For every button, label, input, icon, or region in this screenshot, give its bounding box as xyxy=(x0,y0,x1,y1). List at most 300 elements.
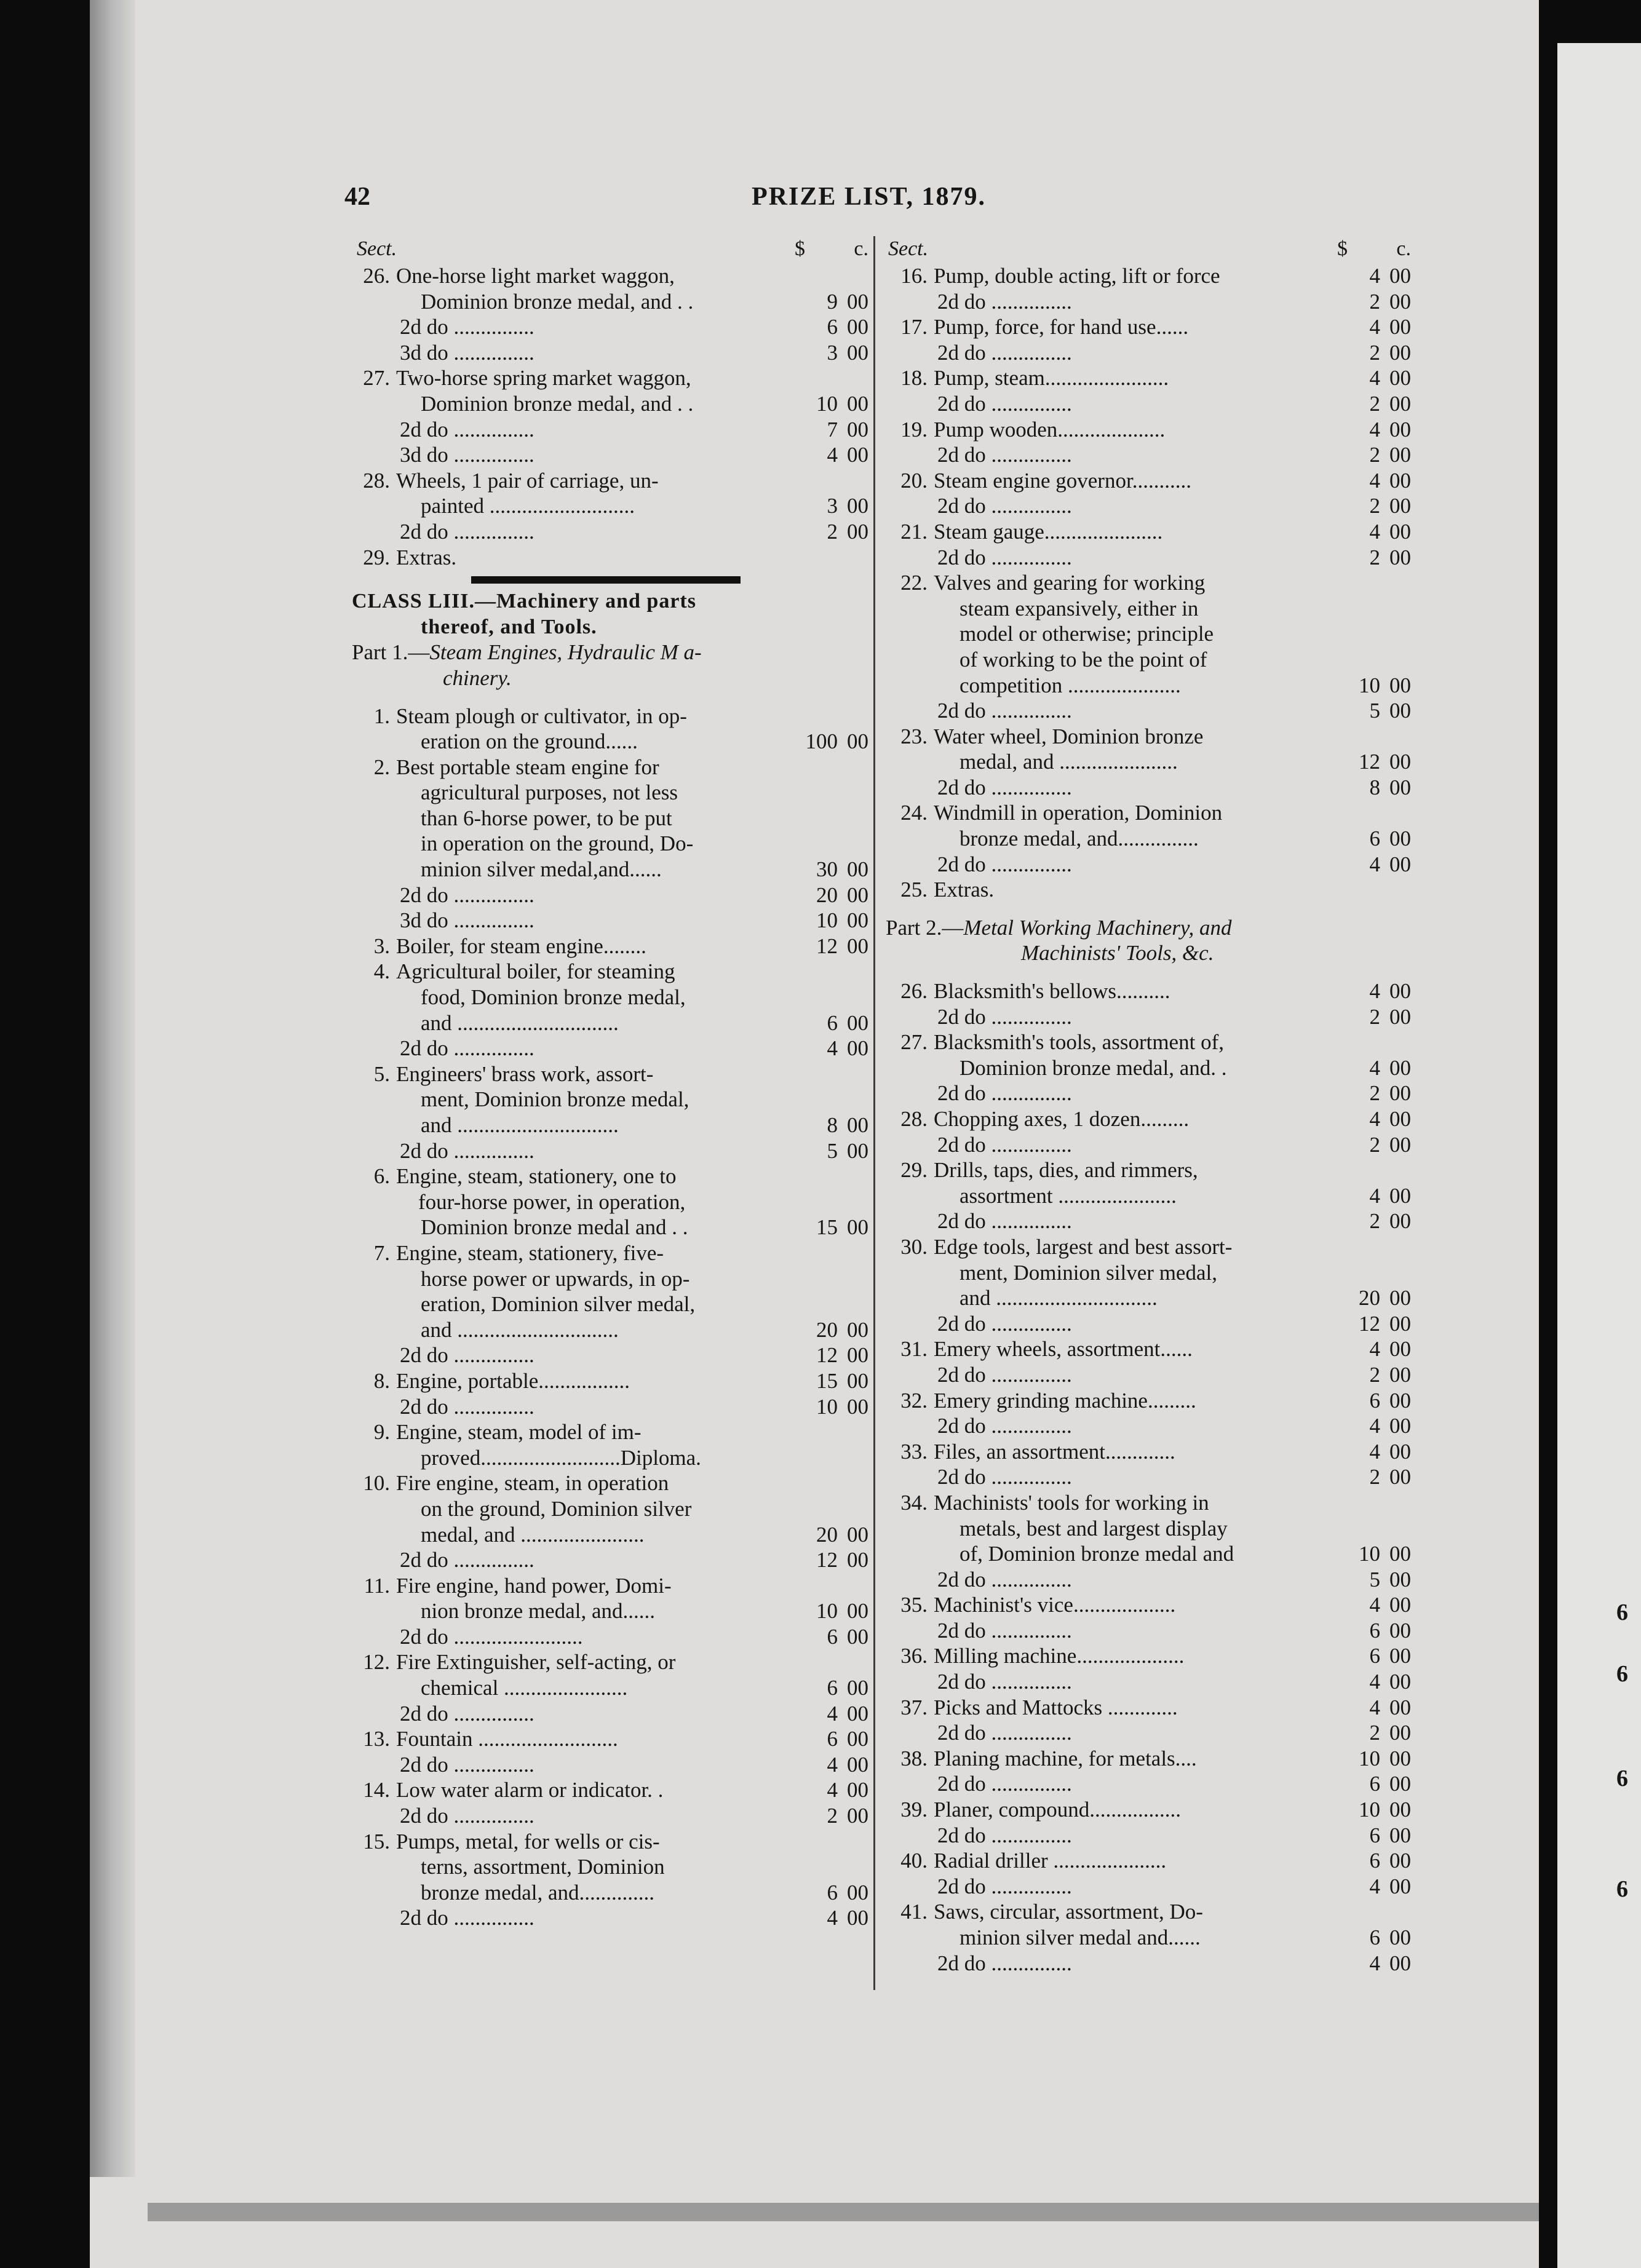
prize-description: 2d do ............... xyxy=(400,1906,534,1930)
prize-cents: 00 xyxy=(1389,1772,1411,1796)
prize-dollars: 10 xyxy=(816,391,838,416)
prize-line xyxy=(327,1240,868,1266)
prize-line xyxy=(881,673,1411,699)
prize-description: Emery grinding machine......... xyxy=(934,1388,1196,1413)
prize-cents: 00 xyxy=(847,391,868,416)
prize-description: Dominion bronze medal, and. . xyxy=(960,1055,1227,1080)
prize-description: 2d do ............... xyxy=(937,1567,1072,1592)
prize-description: Fire engine, steam, in operation xyxy=(396,1471,669,1496)
prize-cents: 00 xyxy=(1389,494,1411,518)
prize-amount xyxy=(792,442,868,468)
prize-description: in operation on the ground, Do- xyxy=(421,831,694,856)
prize-cents: 00 xyxy=(847,729,868,754)
prize-cents: 00 xyxy=(1389,1798,1411,1822)
prize-dollars: 5 xyxy=(1369,699,1380,723)
prize-description: Engineers' brass work, assort- xyxy=(396,1061,654,1086)
prize-description: Pump, steam....................... xyxy=(934,366,1169,391)
prize-description: and .............................. xyxy=(421,1113,619,1137)
prize-dollars: 4 xyxy=(827,1036,838,1061)
prize-dollars: 6 xyxy=(1369,1823,1380,1847)
prize-description: medal, and ....................... xyxy=(421,1522,645,1547)
prize-description: 2d do ............... xyxy=(400,882,534,907)
prize-amount xyxy=(792,882,868,908)
prize-description: proved..........................Diploma. xyxy=(421,1445,701,1470)
section-number: 29. xyxy=(900,1158,928,1183)
prize-dollars: 6 xyxy=(1369,1772,1380,1796)
prize-description: Saws, circular, assortment, Do- xyxy=(934,1900,1203,1924)
prize-description: Edge tools, largest and best assort- xyxy=(934,1234,1233,1259)
prize-dollars: 4 xyxy=(1369,315,1380,339)
part-heading xyxy=(881,940,1411,966)
prize-amount xyxy=(1335,1208,1411,1234)
spacer xyxy=(881,903,1411,915)
prize-amount xyxy=(1335,1106,1411,1132)
prize-cents: 00 xyxy=(1389,1439,1411,1464)
prize-dollars: 8 xyxy=(827,1113,838,1137)
section-number: 9. xyxy=(373,1420,390,1445)
prize-amount xyxy=(792,519,868,545)
prize-line xyxy=(881,877,1411,903)
prize-dollars: 4 xyxy=(1369,1055,1380,1080)
prize-description: Low water alarm or indicator. . xyxy=(396,1778,664,1802)
prize-amount xyxy=(1335,1567,1411,1593)
prize-description: and .............................. xyxy=(421,1010,619,1035)
prize-cents: 00 xyxy=(1389,1311,1411,1336)
section-number: 12. xyxy=(363,1650,390,1675)
prize-line xyxy=(881,1106,1411,1132)
prize-line xyxy=(881,570,1411,596)
prize-line xyxy=(327,1701,868,1727)
prize-dollars: 4 xyxy=(827,1906,838,1930)
margin-digit: 6 xyxy=(1616,1600,1628,1625)
section-number: 38. xyxy=(900,1746,928,1770)
prize-dollars: 10 xyxy=(1359,1746,1380,1770)
prize-line xyxy=(881,1490,1411,1516)
prize-dollars: 4 xyxy=(1369,366,1380,391)
prize-dollars: 6 xyxy=(1369,1849,1380,1873)
prize-amount xyxy=(1335,1643,1411,1669)
prize-amount xyxy=(792,493,868,519)
prize-description: Best portable steam engine for xyxy=(396,755,659,779)
section-number: 1. xyxy=(373,704,390,728)
prize-line xyxy=(881,1055,1411,1081)
prize-dollars: 2 xyxy=(1369,289,1380,314)
prize-line xyxy=(881,724,1411,750)
prize-line xyxy=(881,1311,1411,1337)
prize-description: on the ground, Dominion silver xyxy=(421,1496,692,1521)
prize-description: 2d do ............... xyxy=(937,852,1072,876)
prize-cents: 00 xyxy=(1389,1286,1411,1310)
prize-cents: 00 xyxy=(1389,1107,1411,1131)
prize-cents: 00 xyxy=(847,1676,868,1700)
prize-amount xyxy=(1335,698,1411,724)
prize-line xyxy=(881,519,1411,545)
prize-dollars: 10 xyxy=(1359,673,1380,697)
section-number: 16. xyxy=(900,264,928,288)
prize-description: Wheels, 1 pair of carriage, un- xyxy=(396,468,659,493)
prize-line xyxy=(881,978,1411,1004)
prize-dollars: 2 xyxy=(1369,1362,1380,1387)
prize-cents: 00 xyxy=(847,1138,868,1163)
prize-line xyxy=(327,780,868,806)
prize-dollars: 4 xyxy=(827,1778,838,1802)
section-number: 14. xyxy=(363,1778,390,1802)
prize-line xyxy=(881,775,1411,801)
prize-description: Steam plough or cultivator, in op- xyxy=(396,704,687,728)
prize-line xyxy=(327,1112,868,1138)
prize-cents: 00 xyxy=(847,1522,868,1547)
prize-description: metals, best and largest display xyxy=(960,1516,1228,1540)
prize-line xyxy=(327,1803,868,1829)
prize-line xyxy=(327,1624,868,1650)
prize-description: Agricultural boiler, for steaming xyxy=(396,959,675,984)
prize-description: 2d do ............... xyxy=(937,1618,1072,1643)
prize-line xyxy=(327,1905,868,1931)
prize-description: four-horse power, in operation, xyxy=(418,1189,686,1214)
prize-dollars: 12 xyxy=(816,1548,838,1572)
prize-dollars: 100 xyxy=(805,729,838,754)
prize-amount xyxy=(1335,1951,1411,1977)
prize-amount xyxy=(792,1701,868,1727)
prize-description: food, Dominion bronze medal, xyxy=(421,985,686,1010)
prize-amount xyxy=(792,1675,868,1701)
prize-line xyxy=(881,1234,1411,1260)
prize-amount xyxy=(1335,852,1411,878)
prize-amount xyxy=(1335,1797,1411,1823)
section-number: 34. xyxy=(900,1490,928,1515)
prize-line xyxy=(327,908,868,934)
prize-line xyxy=(327,1036,868,1061)
prize-description: ment, Dominion bronze medal, xyxy=(421,1087,689,1112)
prize-dollars: 10 xyxy=(816,1394,838,1419)
section-number: 11. xyxy=(364,1573,390,1598)
prize-description: steam expansively, either in xyxy=(960,596,1199,621)
prize-line xyxy=(881,1592,1411,1618)
prize-dollars: 4 xyxy=(1369,264,1380,288)
prize-dollars: 2 xyxy=(1369,1004,1380,1029)
section-number: 22. xyxy=(900,571,928,595)
prize-amount xyxy=(1335,442,1411,468)
prize-cents: 00 xyxy=(847,934,868,958)
prize-amount xyxy=(792,729,868,755)
rule-bar xyxy=(471,576,741,584)
prize-amount xyxy=(1335,1439,1411,1465)
section-number: 27. xyxy=(363,366,390,391)
prize-line xyxy=(881,647,1411,673)
prize-line xyxy=(327,1266,868,1292)
prize-dollars: 2 xyxy=(1369,1209,1380,1234)
prize-line xyxy=(327,1726,868,1752)
section-number: 13. xyxy=(363,1727,390,1751)
prize-line xyxy=(881,1823,1411,1849)
prize-description: 2d do ............... xyxy=(400,315,534,339)
prize-line xyxy=(881,852,1411,878)
prize-dollars: 4 xyxy=(1369,1183,1380,1208)
prize-dollars: 3 xyxy=(827,340,838,365)
prize-amount xyxy=(1335,1080,1411,1106)
prize-amount xyxy=(1335,978,1411,1004)
prize-amount xyxy=(1335,391,1411,417)
prize-description: One-horse light market waggon, xyxy=(396,264,675,288)
prize-amount xyxy=(1335,775,1411,801)
prize-cents: 00 xyxy=(847,908,868,933)
prize-line xyxy=(327,1368,868,1394)
prize-line xyxy=(327,831,868,857)
prize-line xyxy=(881,1285,1411,1311)
prize-description: assortment ...................... xyxy=(960,1183,1177,1208)
prize-amount xyxy=(1335,1771,1411,1797)
prize-amount xyxy=(792,1803,868,1829)
part-heading-text: chinery. xyxy=(443,665,512,690)
prize-description: bronze medal, and.............. xyxy=(421,1880,655,1905)
prize-dollars: 6 xyxy=(827,1676,838,1700)
prize-amount xyxy=(792,289,868,315)
prize-line xyxy=(327,1854,868,1880)
prize-description: Steam gauge...................... xyxy=(934,519,1163,544)
right-column-lines xyxy=(881,263,1411,1976)
prize-description: 2d do ............... xyxy=(937,1311,1072,1336)
prize-line xyxy=(327,1470,868,1496)
prize-line xyxy=(881,1183,1411,1209)
prize-cents: 00 xyxy=(1389,340,1411,365)
prize-line xyxy=(881,1132,1411,1158)
prize-description: Planing machine, for metals.... xyxy=(934,1746,1197,1770)
part-heading-text xyxy=(886,915,1232,941)
prize-line xyxy=(881,1260,1411,1286)
prize-dollars: 2 xyxy=(827,519,838,544)
prize-line xyxy=(881,442,1411,468)
prize-amount xyxy=(1335,673,1411,699)
prize-line xyxy=(881,340,1411,366)
prize-cents: 00 xyxy=(1389,366,1411,391)
prize-amount xyxy=(792,1777,868,1803)
prize-cents: 00 xyxy=(1389,468,1411,493)
prize-line xyxy=(327,1419,868,1445)
prize-cents: 00 xyxy=(1389,1644,1411,1668)
prize-description: 2d do ............... xyxy=(937,1132,1072,1157)
prize-dollars: 3 xyxy=(827,494,838,518)
prize-description: 2d do ............... xyxy=(937,1414,1072,1438)
section-number: 23. xyxy=(900,724,928,748)
prize-dollars: 2 xyxy=(1369,391,1380,416)
prize-amount xyxy=(1335,545,1411,571)
prize-amount xyxy=(792,340,868,366)
prize-amount xyxy=(1335,1720,1411,1746)
prize-amount xyxy=(792,1547,868,1573)
prize-cents: 00 xyxy=(1389,1721,1411,1745)
prize-description: minion silver medal and...... xyxy=(960,1925,1201,1949)
prize-dollars: 6 xyxy=(827,1727,838,1751)
prize-description: Water wheel, Dominion bronze xyxy=(934,724,1204,748)
prize-amount xyxy=(1335,1464,1411,1490)
prize-amount xyxy=(792,1880,868,1906)
prize-line xyxy=(327,1752,868,1778)
prize-cents: 00 xyxy=(847,1215,868,1240)
prize-amount xyxy=(1335,1413,1411,1439)
prize-description: and .............................. xyxy=(960,1286,1158,1310)
prize-line xyxy=(881,1004,1411,1030)
section-number: 32. xyxy=(900,1388,928,1413)
prize-line xyxy=(327,882,868,908)
prize-description: 2d do ............... xyxy=(400,1701,534,1726)
prize-cents: 00 xyxy=(1389,1567,1411,1592)
prize-line xyxy=(327,934,868,959)
prize-dollars: 12 xyxy=(1359,1311,1380,1336)
prize-line xyxy=(327,1010,868,1036)
prize-amount xyxy=(792,1368,868,1394)
prize-line xyxy=(327,704,868,729)
prize-description: 2d do ............... xyxy=(937,1362,1072,1387)
section-number: 19. xyxy=(900,417,928,442)
section-number: 10. xyxy=(363,1471,390,1496)
prize-cents: 00 xyxy=(847,1727,868,1751)
prize-cents: 00 xyxy=(1389,1388,1411,1413)
prize-cents: 00 xyxy=(1389,1746,1411,1770)
prize-line xyxy=(327,1291,868,1317)
prize-cents: 00 xyxy=(1389,1849,1411,1873)
section-number: 3. xyxy=(373,934,390,958)
prize-line xyxy=(327,1189,868,1215)
prize-line xyxy=(327,1547,868,1573)
prize-line xyxy=(327,1649,868,1675)
prize-cents: 00 xyxy=(1389,775,1411,799)
prize-cents: 00 xyxy=(847,1880,868,1905)
prize-cents: 00 xyxy=(1389,1823,1411,1847)
prize-line xyxy=(327,1880,868,1906)
prize-cents: 00 xyxy=(847,1317,868,1342)
prize-dollars: 4 xyxy=(1369,1874,1380,1898)
prize-description: Blacksmith's tools, assortment of, xyxy=(934,1030,1224,1055)
prize-amount xyxy=(792,417,868,443)
prize-dollars: 4 xyxy=(827,1752,838,1777)
cents-heading: c. xyxy=(1396,237,1411,260)
prize-line xyxy=(327,1573,868,1599)
prize-dollars: 12 xyxy=(816,1343,838,1368)
prize-line xyxy=(327,545,868,571)
prize-dollars: 5 xyxy=(827,1138,838,1163)
prize-description: Dominion bronze medal, and . . xyxy=(421,289,694,314)
prize-dollars: 15 xyxy=(816,1215,838,1240)
prize-description: Emery wheels, assortment...... xyxy=(934,1337,1193,1362)
prize-dollars: 4 xyxy=(827,1701,838,1726)
section-number: 36. xyxy=(900,1644,928,1668)
prize-amount xyxy=(1335,1055,1411,1081)
prize-description: Engine, steam, stationery, five- xyxy=(396,1240,664,1265)
prize-line xyxy=(327,263,868,289)
prize-cents: 00 xyxy=(1389,519,1411,544)
prize-description: 2d do ............... xyxy=(937,494,1072,518)
prize-description: Fountain .......................... xyxy=(396,1727,618,1751)
prize-cents: 00 xyxy=(847,1343,868,1368)
spacer xyxy=(327,691,868,704)
part-title: Metal Working Machinery, and xyxy=(963,915,1232,940)
prize-amount xyxy=(792,1215,868,1240)
prize-line xyxy=(327,391,868,417)
prize-amount xyxy=(792,1598,868,1624)
prize-description: 2d do ............... xyxy=(400,1548,534,1572)
prize-description: Blacksmith's bellows.......... xyxy=(934,979,1170,1004)
prize-dollars: 7 xyxy=(827,417,838,442)
prize-line xyxy=(881,1746,1411,1772)
prize-line xyxy=(327,493,868,519)
section-number: 21. xyxy=(900,519,928,544)
prize-amount xyxy=(1335,1592,1411,1618)
prize-description: Milling machine.................... xyxy=(934,1644,1185,1668)
prize-line xyxy=(881,749,1411,775)
prize-cents: 00 xyxy=(1389,1414,1411,1438)
prize-dollars: 2 xyxy=(1369,443,1380,467)
section-number: 2. xyxy=(373,755,390,779)
section-number: 26. xyxy=(900,979,928,1004)
prize-description: painted ........................... xyxy=(421,494,635,518)
prize-line xyxy=(327,985,868,1010)
margin-digit: 6 xyxy=(1616,1876,1628,1902)
prize-description: 2d do ............... xyxy=(400,1138,534,1163)
prize-description: Radial driller ..................... xyxy=(934,1849,1167,1873)
prize-amount xyxy=(1335,417,1411,443)
prize-description: 2d do ............... xyxy=(937,289,1072,314)
prize-cents: 00 xyxy=(1389,827,1411,851)
prize-line xyxy=(327,1215,868,1240)
cents-heading: c. xyxy=(854,237,868,260)
prize-amount xyxy=(792,1036,868,1061)
prize-dollars: 4 xyxy=(1369,1951,1380,1975)
prize-description: Planer, compound................. xyxy=(934,1798,1182,1822)
prize-cents: 00 xyxy=(1389,1362,1411,1387)
prize-cents: 00 xyxy=(847,494,868,518)
prize-line xyxy=(327,806,868,831)
prize-cents: 00 xyxy=(847,1752,868,1777)
prize-line xyxy=(327,519,868,545)
prize-description: 2d do ............... xyxy=(937,443,1072,467)
prize-amount xyxy=(792,934,868,959)
prize-amount xyxy=(792,1522,868,1548)
prize-cents: 00 xyxy=(1389,852,1411,876)
prize-description: Machinist's vice................... xyxy=(934,1593,1176,1617)
prize-cents: 00 xyxy=(847,882,868,907)
prize-line xyxy=(881,545,1411,571)
prize-cents: 00 xyxy=(1389,750,1411,774)
prize-description: 3d do ............... xyxy=(400,340,534,365)
prize-line xyxy=(327,959,868,985)
prize-dollars: 8 xyxy=(1369,775,1380,799)
prize-amount xyxy=(1335,1541,1411,1567)
class-heading-text: CLASS LIII.—Machinery and parts xyxy=(352,590,696,613)
prize-cents: 00 xyxy=(1389,673,1411,697)
section-number: 15. xyxy=(363,1829,390,1854)
prize-cents: 00 xyxy=(1389,1951,1411,1975)
prize-cents: 00 xyxy=(847,857,868,882)
prize-amount xyxy=(1335,1004,1411,1030)
prize-line xyxy=(881,698,1411,724)
prize-cents: 00 xyxy=(1389,289,1411,314)
prize-description: 2d do ............... xyxy=(937,1209,1072,1234)
section-number: 27. xyxy=(900,1030,928,1055)
prize-amount xyxy=(1335,314,1411,340)
prize-dollars: 10 xyxy=(1359,1798,1380,1822)
prize-description: of working to be the point of xyxy=(960,647,1207,672)
prize-description: 2d do ............... xyxy=(400,1036,534,1061)
prize-description: Pumps, metal, for wells or cis- xyxy=(396,1829,660,1854)
prize-line xyxy=(881,493,1411,519)
prize-description: 2d do ............... xyxy=(937,1951,1072,1975)
prize-amount xyxy=(1335,1848,1411,1874)
prize-line xyxy=(327,340,868,366)
prize-cents: 00 xyxy=(847,1548,868,1572)
prize-amount xyxy=(1335,365,1411,391)
section-number: 39. xyxy=(900,1798,928,1822)
prize-line xyxy=(327,289,868,315)
